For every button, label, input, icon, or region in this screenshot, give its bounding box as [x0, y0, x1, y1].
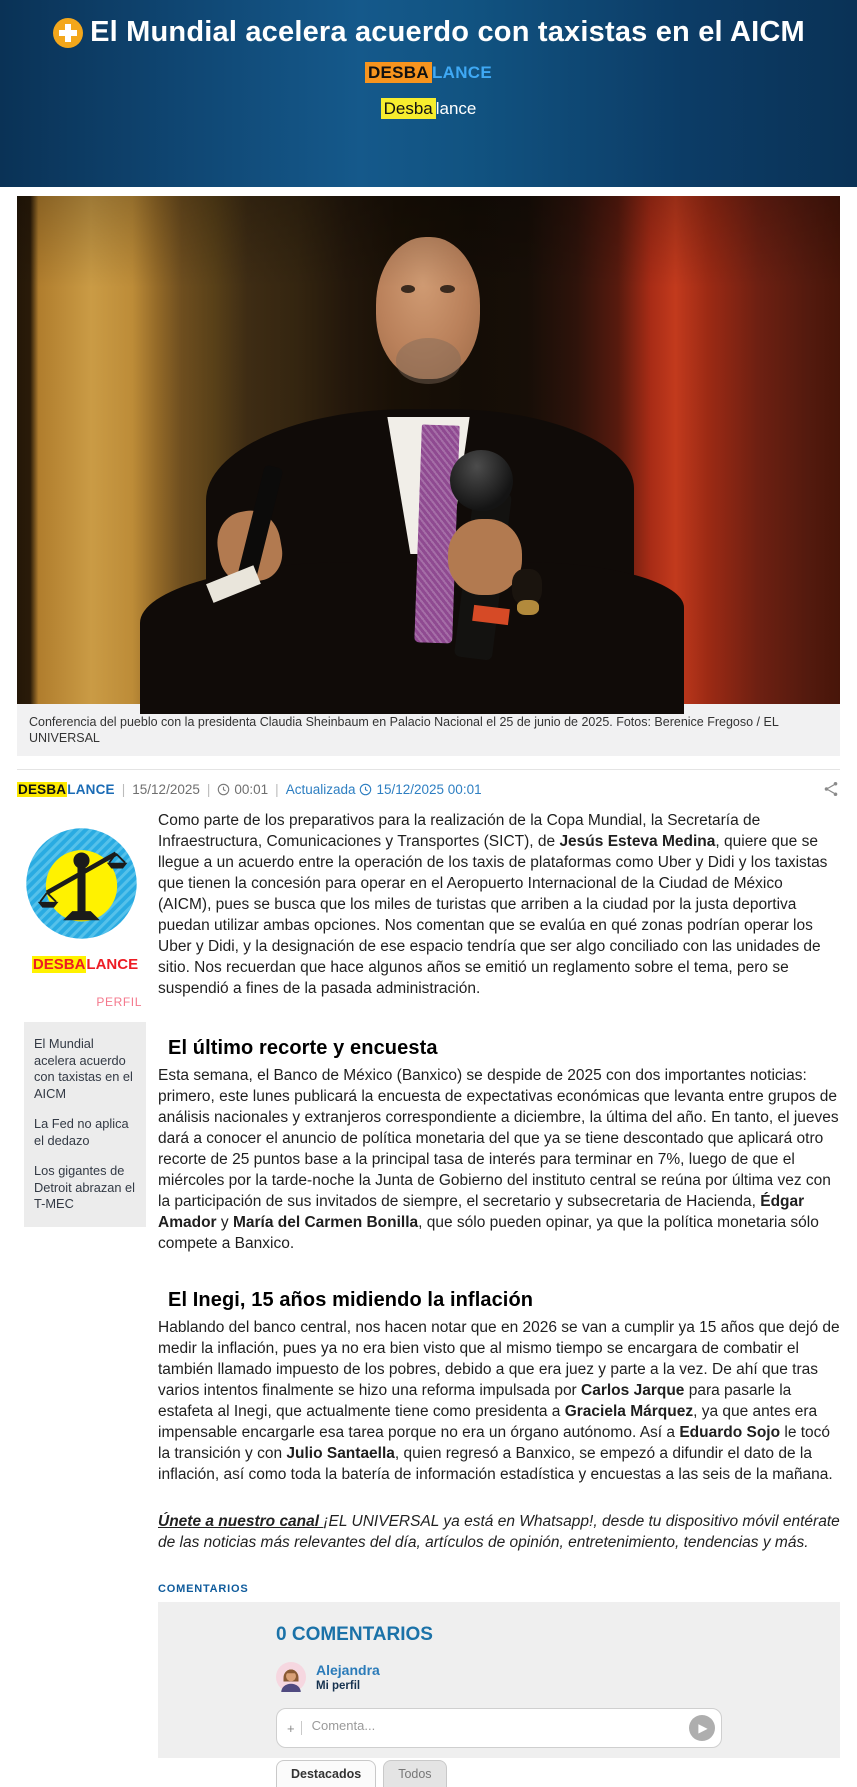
speaker-right-hand: [448, 519, 522, 595]
brand-highlight: Desba: [381, 98, 436, 119]
section-heading: El Inegi, 15 años midiendo la inflación: [168, 1289, 534, 1311]
hero-photo: [17, 196, 840, 704]
presenter-remote: [235, 465, 283, 588]
commenter-name-link[interactable]: Alejandra: [316, 1662, 380, 1678]
gold-bracelet: [517, 600, 538, 615]
intro-paragraph: Como parte de los preparativos para la realización de la Copa Mundial, la Secretaría de Infraestructura, Comunicaciones y Transportes (SICT), de Jesús Esteva Medina, quiere que se llegue a un acuerdo entre la operación de los taxis de plataformas como Uber y Didi y los taxistas que tienen la concesión para operar en el Aeropuerto Internacional de la Ciudad de México (AICM), pues se busca que los miles de turistas que arriben a la ciudad por la justa deportiva puedan utilizar ambas opciones. Nos comentan que se evalúa en qué zonas podrían operar los Uber y Didi, y la designación de ese espacio tendría que ser algo conciliado con las unidades de sitio. Nos recuerdan que hace algunos años se emitió un reglamento sobre el tema, pero se suspendió a fines de la pasada administración.: [158, 812, 828, 997]
speaker-head: [376, 237, 480, 379]
wrist-watch: [512, 569, 542, 605]
section-paragraph: Esta semana, el Banco de México (Banxico) se despide de 2025 con dos importantes noticias: primero, este lunes publicará la encuesta de expectativas económicas que levanta entre grupos de análisis nacionales y extranjeros correspondiente a diciembre, la última del año. En tanto, el jueves dará a conocer el anuncio de política monetaria del que ya se tiene descontado que aplicará otro recorte de 25 puntos base a la principal tasa de interés para terminar en 7%, luego de que el miércoles por la tarde-noche la Junta de Gobierno del instituto central se reúna por última vez con la participación de sus invitados de siempre, el secretario y subsecretaria de Hacienda, Édgar Amador y María del Carmen Bonilla, que sólo pueden opinar, ya que la política monetaria sólo compete a Banxico.: [158, 1067, 839, 1252]
masthead-brand-primary: [0, 63, 857, 83]
whatsapp-channel-promo[interactable]: Únete a nuestro canal ¡EL UNIVERSAL ya está en Whatsapp!, desde tu dispositivo móvil entérate de las noticias más relevantes del día, artículos de opinión, entretenimiento, tendencias y más.: [158, 1513, 840, 1551]
comments-count-heading: 0 COMENTARIOS: [276, 1624, 433, 1645]
tab-destacados[interactable]: Destacados: [276, 1760, 376, 1787]
section-tag[interactable]: DESBALANCE: [18, 781, 115, 797]
attach-plus-icon[interactable]: +: [287, 1720, 295, 1736]
woman-avatar-icon: [276, 1662, 306, 1692]
comment-input[interactable]: [310, 1709, 689, 1734]
brand-rest: lance: [435, 99, 477, 118]
author-badge: DESBALANCE: [32, 956, 139, 973]
tab-todos[interactable]: Todos: [383, 1760, 446, 1787]
speaker-shirt: [387, 417, 469, 554]
comments-panel: [158, 1602, 840, 1781]
article-meta-row: DESBALANCE | 15/12/2025 | 00:01 | Actualizada 15/12/2025 00:01: [17, 769, 840, 798]
speaker-eye: [440, 285, 455, 293]
publish-time: 00:01: [234, 781, 269, 797]
microphone: [454, 489, 512, 660]
speaker-suit-lower: [140, 562, 683, 714]
clock-icon: [217, 783, 230, 796]
speaker-tie: [414, 424, 459, 644]
microphone-red-band: [472, 605, 510, 626]
photo-caption: Conferencia del pueblo con la presidenta Claudia Sheinbaum en Palacio Nacional el 25 de junio de 2025. Fotos: Berenice Fregoso / EL UNIVERSAL: [17, 704, 840, 756]
speaker-eye: [401, 285, 416, 293]
speaker-beard: [396, 338, 462, 384]
related-note-link[interactable]: El Mundial acelera acuerdo con taxistas en el AICM: [34, 1036, 133, 1101]
author-sidebar: [24, 810, 146, 1758]
masthead-brand-secondary: [0, 99, 857, 119]
microphone-foam: [446, 446, 516, 514]
send-comment-button[interactable]: [689, 1715, 715, 1741]
section-paragraph: Hablando del banco central, nos hacen notar que en 2026 se van a cumplir ya 15 años que dejó de medir la inflación, pues ya no era bien visto que al mismo tiempo se encargara de combatir el también llamado impuesto de los pobres, debido a que era juez y parte a la vez. De ahí que tras varios intentos finalmente se hizo una reforma impulsada por Carlos Jarque para pasarle la estafeta al Inegi, que actualmente tiene como presidenta a Graciela Márquez, ya que antes era impensable encargarle esa tarea porque no era un órgano autónomo. Así a Eduardo Sojo le tocó la transición y con Julio Santaella, quien regresó a Banxico, se empezó a difundir el dato de la inflación, así como toda la batería de información estadística y encuestas a las seis de la mañana.: [158, 1319, 840, 1483]
related-note-link[interactable]: Los gigantes de Detroit abrazan el T-MEC: [34, 1163, 136, 1211]
my-profile-link[interactable]: Mi perfil: [316, 1680, 361, 1692]
author-role-label: PERFIL: [96, 995, 142, 1009]
comments-label: COMENTARIOS: [158, 1583, 249, 1595]
speaker-suit: [206, 409, 634, 714]
related-note-link[interactable]: La Fed no aplica el dedazo: [34, 1116, 129, 1148]
masthead: [0, 0, 857, 187]
article-body: [158, 810, 840, 1781]
share-icon[interactable]: [822, 780, 840, 798]
publish-date: 15/12/2025: [132, 781, 200, 797]
clock-icon: [359, 783, 372, 796]
section-heading: El último recorte y encuesta: [168, 1037, 438, 1059]
speaker-left-hand: [212, 506, 286, 587]
brand-rest: LANCE: [431, 63, 493, 82]
updated-datetime: 15/12/2025 00:01: [376, 781, 482, 797]
shirt-cuff: [206, 566, 261, 604]
updated-info: Actualizada 15/12/2025 00:01: [285, 781, 482, 797]
brand-highlight: DESBA: [365, 62, 432, 83]
el-universal-logo-icon: [52, 17, 84, 49]
send-arrow-icon: ▶: [698, 1721, 708, 1735]
page-title: El Mundial acelera acuerdo con taxistas en el AICM: [90, 16, 805, 48]
comment-composer: [276, 1708, 722, 1748]
related-notes-box: [24, 1022, 146, 1227]
desbalance-scale-logo-icon: [24, 826, 139, 941]
